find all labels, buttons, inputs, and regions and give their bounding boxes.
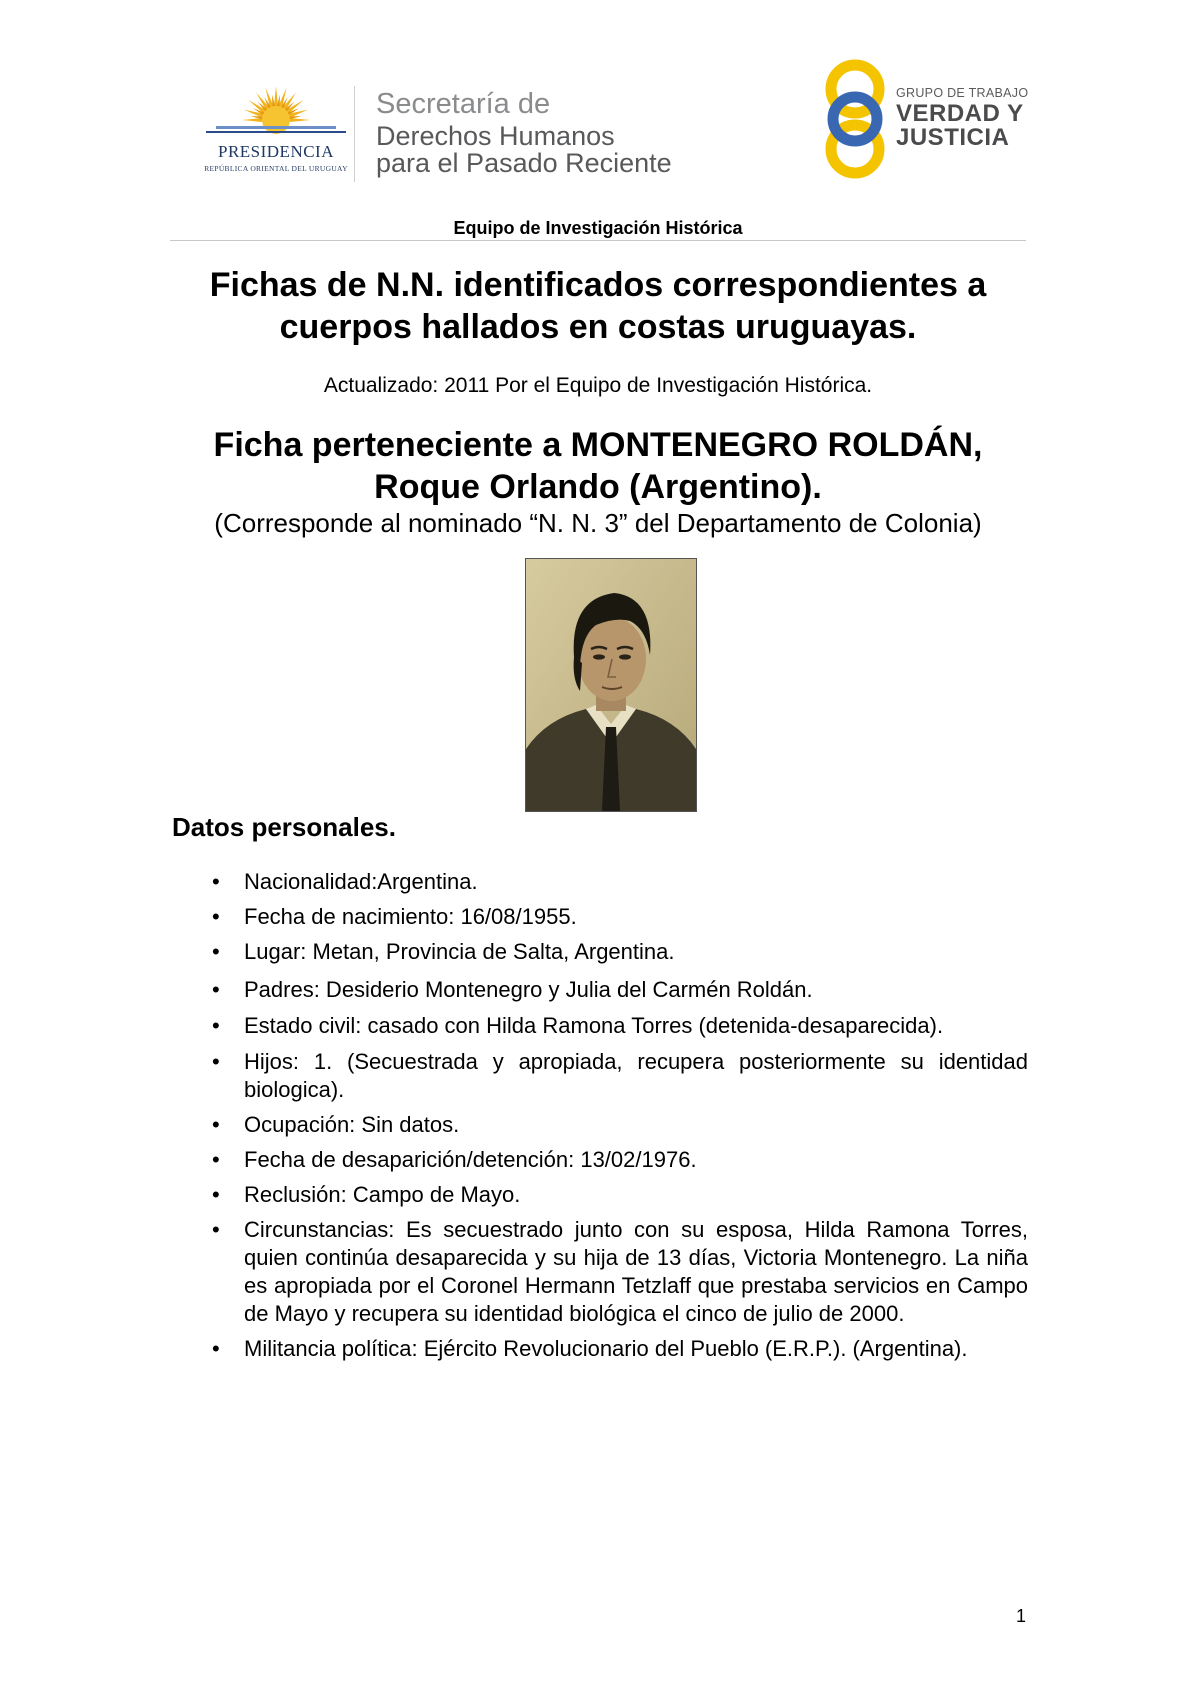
document-title-line1: Fichas de N.N. identificados correspondientes a (209, 266, 987, 304)
bullet-icon: • (212, 869, 220, 894)
list-item: • Ocupación: Sin datos. (212, 1112, 460, 1137)
section-title: Datos personales. (172, 812, 396, 842)
list-item: • Fecha de nacimiento: 16/08/1955. (212, 904, 577, 929)
updated-note: Actualizado: 2011 Por el Equipo de Investigación Histórica. (323, 374, 873, 397)
logo-divider (354, 86, 355, 182)
presidencia-name: PRESIDENCIA (217, 142, 334, 161)
secretaria-line1: Secretaría de (376, 88, 551, 120)
page-number: 1 (1016, 1606, 1027, 1626)
bullet-icon: • (212, 1336, 220, 1361)
list-item: • Lugar: Metan, Provincia de Salta, Argentina. (212, 939, 675, 964)
ficha-title (150, 424, 1046, 508)
interlocking-rings-icon (822, 56, 892, 182)
personal-data-list (208, 868, 1028, 1363)
ficha-title-line1: Ficha perteneciente a MONTENEGRO ROLDÁN, (213, 426, 983, 464)
list-item: • Circunstancias: Es secuestrado junto con su esposa, Hilda Ramona Torres, quien continúa desaparecida y su hija de 13 días, Victoria Montenegro. La niña es apropiada por el Coronel Hermann Tetzlaff que prestaba servicios en Campo de Mayo y recupera su identidad biológica el cinco de julio de 2000. (212, 1217, 1028, 1326)
gtvj-line2: JUSTICIA (896, 124, 1010, 151)
list-item: • Militancia política: Ejército Revolucionario del Pueblo (E.R.P.). (Argentina). (212, 1336, 968, 1361)
list-item: • Nacionalidad:Argentina. (212, 869, 478, 894)
team-header: Equipo de Investigación Histórica (453, 218, 743, 238)
secretaria-line3: para el Pasado Reciente (376, 148, 672, 178)
secretaria-logo (376, 88, 696, 184)
ficha-subtitle: (Corresponde al nominado “N. N. 3” del Departamento de Colonia) (214, 508, 982, 538)
presidencia-logo (196, 80, 356, 180)
secretaria-line2: Derechos Humanos (376, 121, 615, 151)
ficha-title-line2: Roque Orlando (Argentino). (374, 468, 822, 506)
bullet-icon: • (212, 1182, 220, 1207)
list-item: • Fecha de desaparición/detención: 13/02/1976. (212, 1147, 697, 1172)
bullet-icon: • (212, 1112, 220, 1137)
verdad-justicia-logo (822, 56, 1032, 182)
list-item: • Padres: Desiderio Montenegro y Julia del Carmén Roldán. (212, 977, 813, 1002)
document-title (150, 264, 1046, 348)
header-rule (170, 240, 1026, 241)
list-item: • Hijos: 1. (Secuestrada y apropiada, recupera posteriormente su identidad biologica). (212, 1049, 1028, 1102)
bullet-icon: • (212, 977, 220, 1002)
sun-emblem-icon (196, 80, 356, 142)
portrait-photo (525, 558, 697, 812)
list-item: • Reclusión: Campo de Mayo. (212, 1182, 521, 1207)
presidencia-subtitle: REPÚBLICA ORIENTAL DEL URUGUAY (204, 164, 348, 173)
document-title-line2: cuerpos hallados en costas uruguayas. (279, 308, 917, 346)
bullet-icon: • (212, 1013, 220, 1038)
bullet-icon: • (212, 939, 220, 964)
bullet-icon: • (212, 904, 220, 929)
list-item: • Estado civil: casado con Hilda Ramona Torres (detenida-desaparecida). (212, 1013, 944, 1038)
bullet-icon: • (212, 1147, 220, 1172)
bullet-icon: • (212, 1217, 220, 1242)
bullet-icon: • (212, 1049, 220, 1074)
gtvj-line1: VERDAD Y (896, 100, 1024, 127)
gtvj-small-label: GRUPO DE TRABAJO (896, 86, 1029, 100)
